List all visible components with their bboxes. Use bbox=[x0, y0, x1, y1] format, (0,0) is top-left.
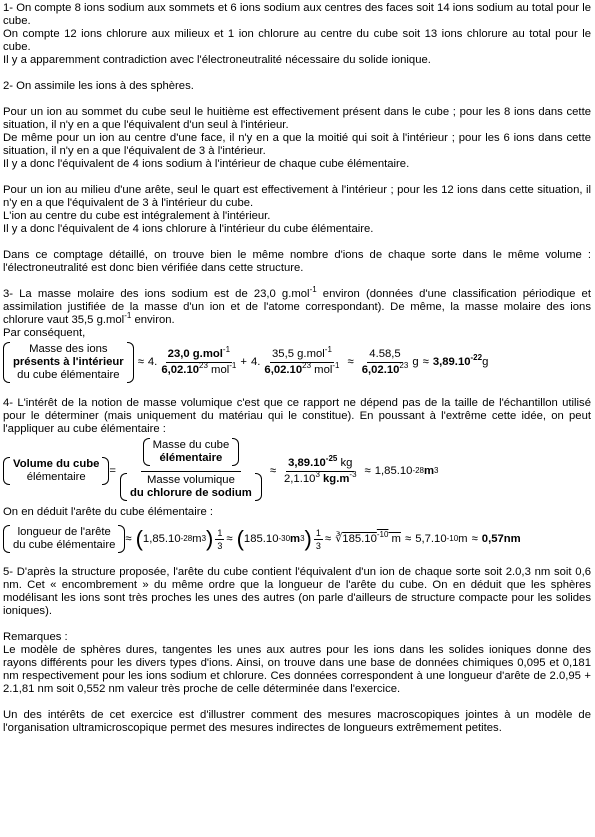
s1-line2: On compte 12 ions chlorure aux milieux et 1 ion chlorure au centre du cube soit 13 ions chlorure au total pour le cube. bbox=[3, 28, 591, 53]
frac-mass-over-density: Masse du cube élémentaire Masse volumique du chlorure de sodium bbox=[118, 438, 264, 505]
s1-line3: Il y a apparemment contradiction avec l'électroneutralité nécessaire du solide ionique. bbox=[3, 54, 431, 66]
frac-chlorure: $\frac{35,5 g.mol^{-1}}{6,02.10^{23} mol^{-1}}$ bbox=[264, 344, 340, 376]
s2-p4: Pour un ion au milieu d'une arête, seul le quart est effectivement à l'intérieur ; pour les 12 ions dans cette situation, il n'y en a que l'équivalent de 3 à l'intérieur du cube. bbox=[3, 184, 591, 209]
s3-p1: 3- La masse molaire des ions sodium est de 23,0 g.mol$^{-1}$ environ (données d'une classification périodique et assimilation justifiée de la masse d'un ion et de l'atome correspondant). De même, la masse molaire des ions chlorure vaut 35,5 g.mol$^{-1}$ environ. bbox=[3, 285, 591, 326]
s2-p2: De même pour un ion au centre d'une face, il n'y en a que la moitié qui soit à l'intérieur ; pour les 6 ions dans cette situation, il n'y en a que l'équivalent de 3 à l'intérieur. bbox=[3, 132, 591, 157]
s2-title: 2- On assimile les ions à des sphères. bbox=[3, 80, 194, 92]
s2-p6: Il y a donc l'équivalent de 4 ions chlorure à l'intérieur du cube élémentaire. bbox=[3, 223, 374, 235]
document-page bbox=[3, 2, 591, 735]
remark-1: Le modèle de sphères dures, tangentes les unes aux autres pour les ions dans les solides ioniques donne des rayons différents pour les divers types d'ions. Ainsi, on trouve dans une base de données chimiques 0,095 et 0,181 nm respectivement pour les ions sodium et chlorure. Ces données correspondent à une longueur d'arête de 2.0,95 + 2.1,81 nm soit 0,552 nm valeur très proche de celle déterminée dans l'exercice. bbox=[3, 644, 591, 695]
frac-sodium: $\frac{23,0 g.mol^{-1}}{6,02.10^{23} mol^{-1}}$ bbox=[161, 344, 237, 376]
s4-p2: On en déduit l'arête du cube élémentaire : bbox=[3, 506, 214, 518]
equation-mass: Masse des ions présents à l'intérieur du cube élémentaire ≈ 4. $\frac{23,0 g.mol^{-1}}{6,02.10^{23} mol^{-1}}$ + 4. $\frac{35,5 g.mol^{-1}}{6,02.10^{23} mol^{-1}}$ ≈ $\frac{4.58,5}{6,02.10^{23}}$ g ≈ $3,89.10^{-22}$ g bbox=[3, 340, 591, 384]
s2-p7: Dans ce comptage détaillé, on trouve bien le même nombre d'ions de chaque sorte dans le même volume : l'électroneutralité est donc bien vérifiée dans cette structure. bbox=[3, 249, 591, 274]
s3-p2: Par conséquent, bbox=[3, 327, 86, 339]
s2-p5: L'ion au centre du cube est intégralement à l'intérieur. bbox=[3, 210, 271, 222]
remarks-title: Remarques : bbox=[3, 631, 68, 643]
lhs-edge: longueur de l'arête du cube élémentaire bbox=[3, 525, 125, 553]
frac-total: $\frac{4.58,5}{6,02.10^{23}}$ bbox=[361, 347, 409, 376]
s1-line1: 1- On compte 8 ions sodium aux sommets et 6 ions sodium aux centres des faces soit 14 ions sodium au total pour le cube. bbox=[3, 2, 591, 27]
s2-p3: Il y a donc l'équivalent de 4 ions sodium à l'intérieur de chaque cube élémentaire. bbox=[3, 158, 410, 170]
s4-p1: 4- L'intérêt de la notion de masse volumique c'est que ce rapport ne dépend pas de la taille de l'échantillon utilisé pour le déterminer (mais uniquement du matériau qui le constitue). En poussant à l'extrême cette idée, on peut l'appliquer au cube élémentaire : bbox=[3, 397, 591, 435]
lhs-mass: Masse des ions présents à l'intérieur du cube élémentaire bbox=[3, 342, 134, 383]
equation-edge: longueur de l'arête du cube élémentaire ≈ ( 1,85.10 -28 m 3 ) $\frac{1}{3}$ ≈ ( 185.10 -30 m 3 ) $\frac{1}{3}$ ≈ ∛ $185.10^{-10}$ m ≈ 5,7.10 -10 m ≈ 0,57nm bbox=[3, 519, 591, 559]
frac-volume-value: $\frac{3,89.10^{-25} kg}{2,1.10^3 kg.m^{-3}}$ bbox=[284, 453, 357, 485]
s5-p1: 5- D'après la structure proposée, l'arête du cube contient l'équivalent d'un ion de chaque sorte soit 2.0,3 nm soit 0,6 nm. Cet « encombrement » du même ordre que la longueur de l'arête du cube. On en déduit que les sphères modélisant les ions sont très proches les unes des autres (on parle d'ailleurs de structure compacte pour les solides ioniques). bbox=[3, 566, 591, 617]
remark-2: Un des intérêts de cet exercice est d'illustrer comment des mesures macroscopiques jointes à un modèle de l'organisation ultramicroscopique permet des mesures indirectes de longueurs extrêmement petites. bbox=[3, 709, 591, 734]
equation-volume: Volume du cube élémentaire = Masse du cube élémentaire Masse volumique du chlorure de sodium ≈ $\frac{3,89.10^{-25} kg}{2,1.10^3 kg.m^{-3}}$ ≈ 1,85.10 -28 m 3 bbox=[3, 436, 591, 506]
lhs-volume: Volume du cube élémentaire bbox=[3, 457, 109, 485]
s2-p1: Pour un ion au sommet du cube seul le huitième est effectivement présent dans le cube ; pour les 8 ions dans cette situation, il n'y en a que l'équivalent d'un seul à l'intérieur. bbox=[3, 106, 591, 131]
